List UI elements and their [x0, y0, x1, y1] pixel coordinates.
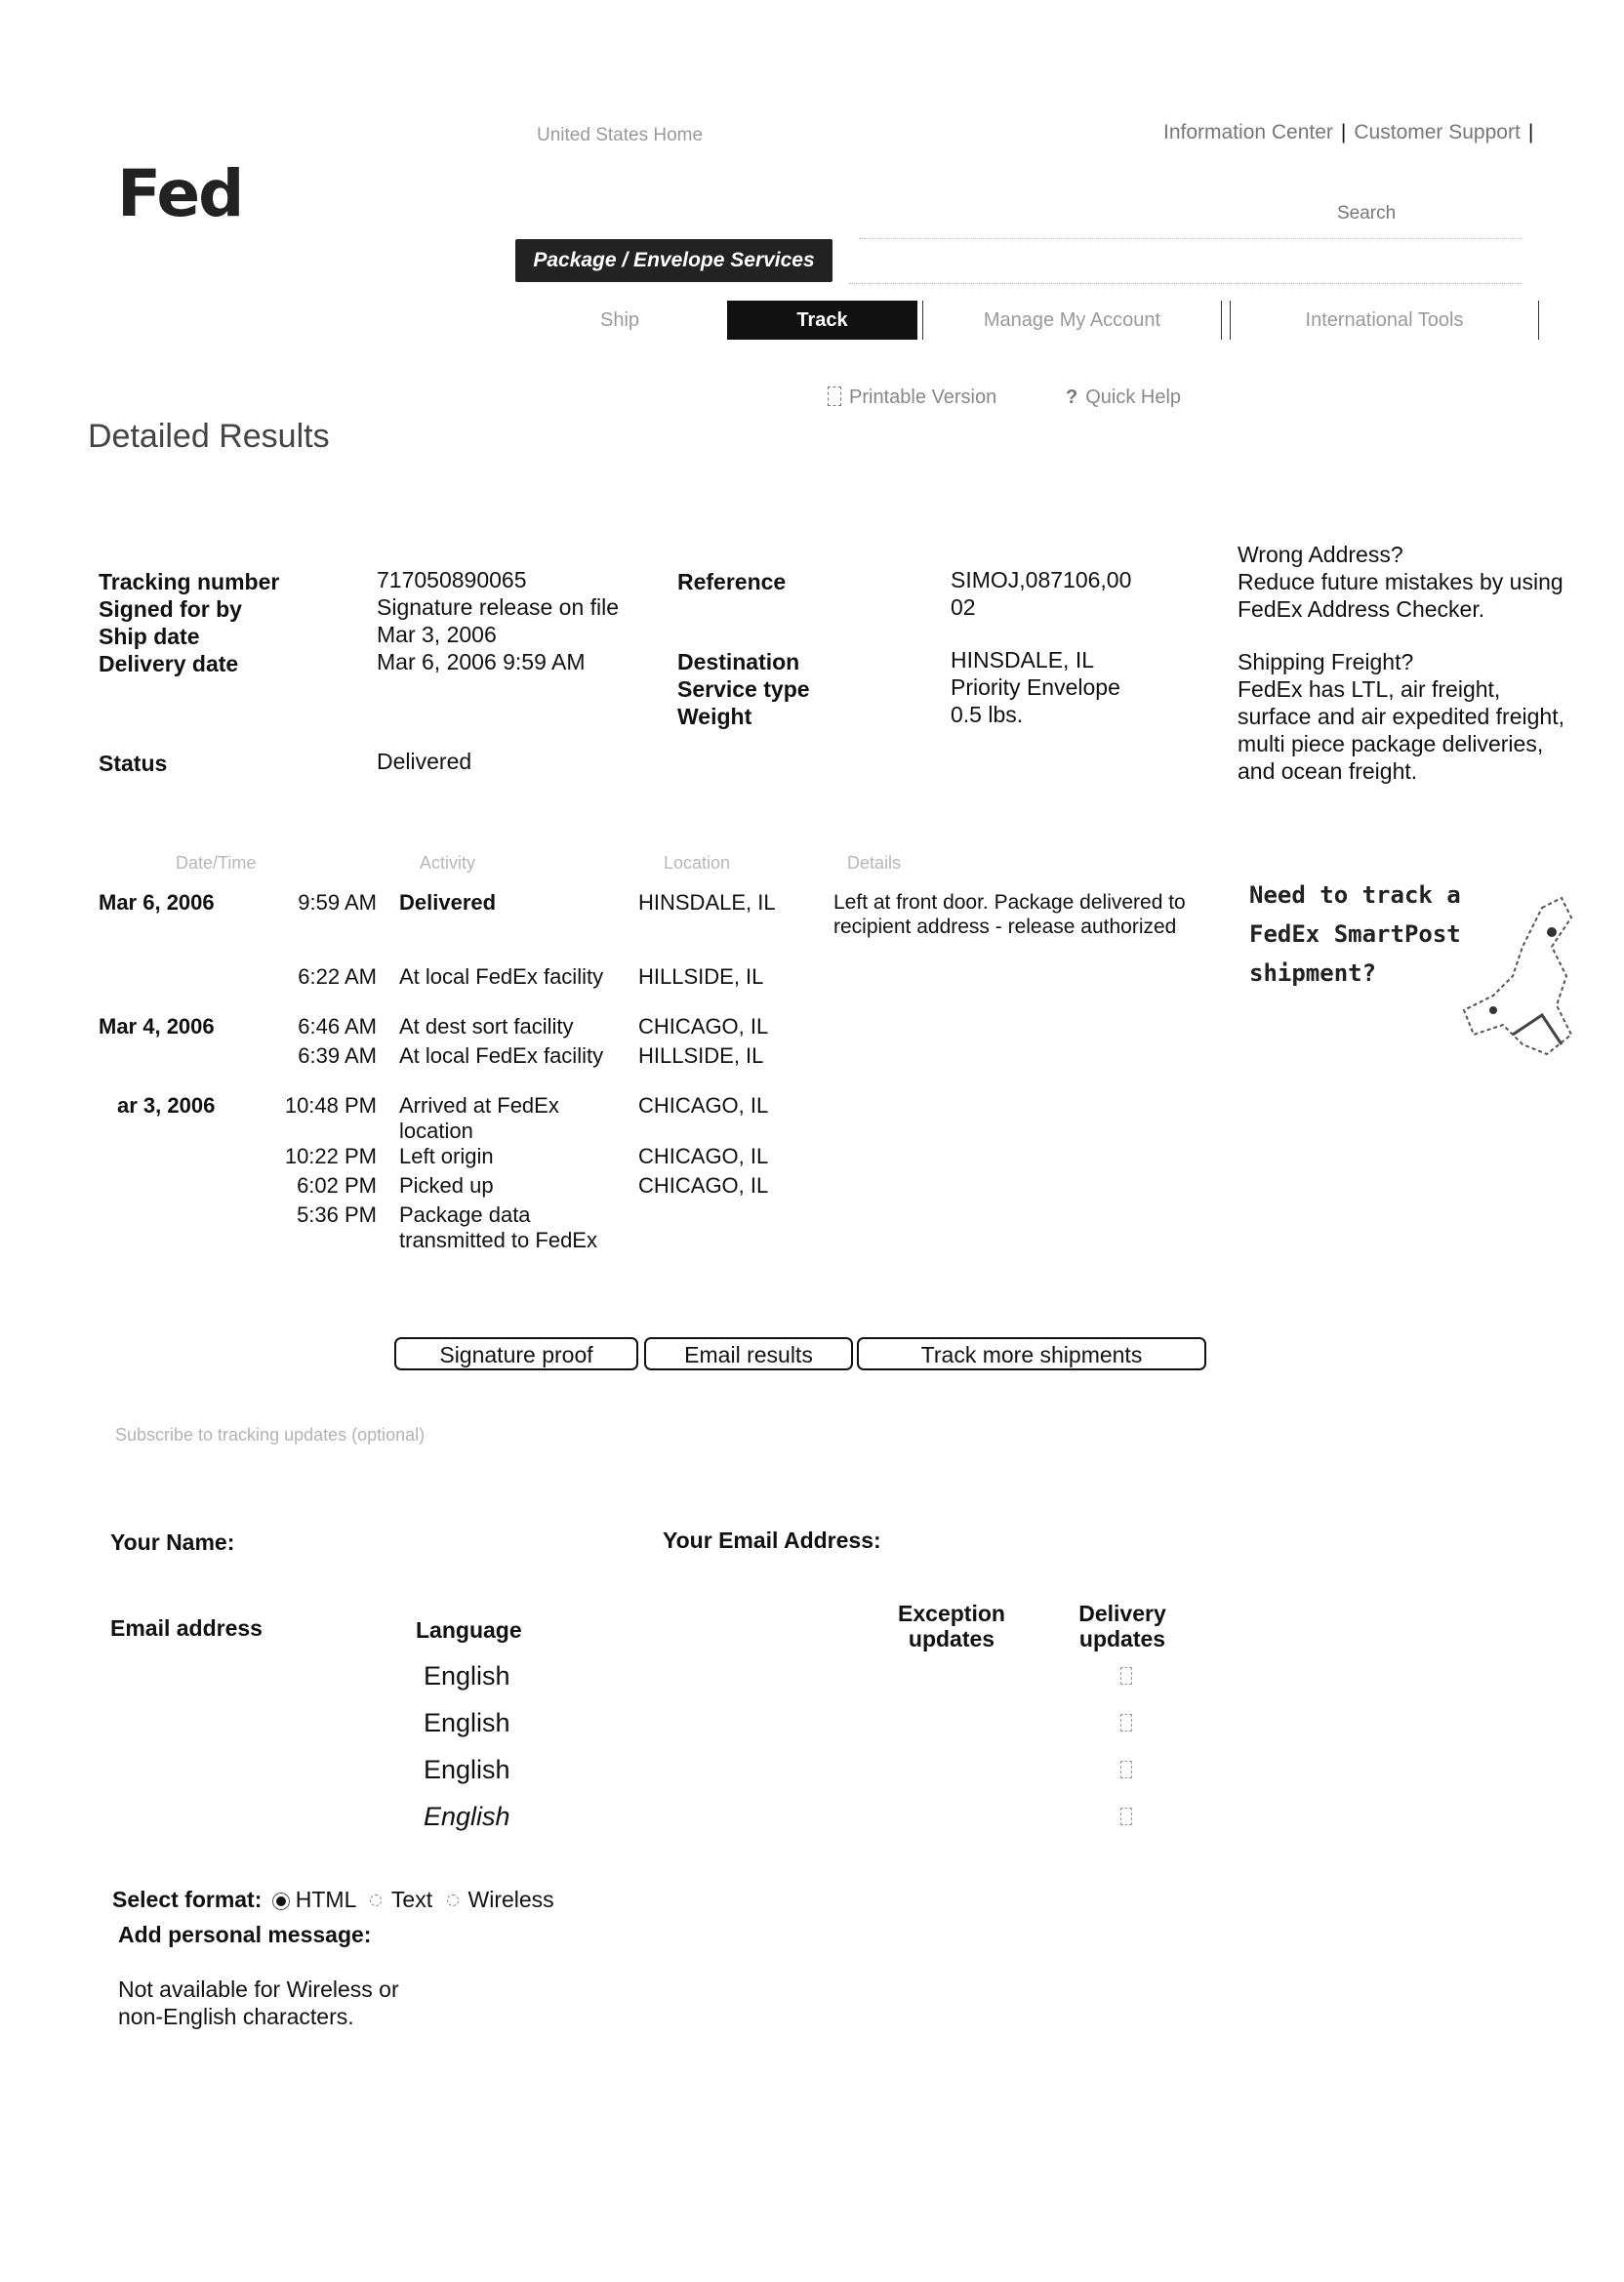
- freight-text: and ocean freight.: [1238, 758, 1418, 784]
- activity-time: 6:22 AM: [298, 964, 377, 989]
- freight-text: FedEx has LTL, air freight,: [1238, 676, 1501, 702]
- shipping-freight-title: Shipping Freight?: [1238, 649, 1414, 674]
- language-column: Language: [416, 1617, 522, 1643]
- printer-icon: [828, 387, 841, 406]
- your-name-label: Your Name:: [110, 1529, 235, 1555]
- freight-text: surface and air expedited freight,: [1238, 704, 1564, 729]
- country-selector[interactable]: United States Home: [537, 125, 704, 145]
- wrong-address-text: Reduce future mistakes by using: [1238, 569, 1563, 594]
- quick-help-link[interactable]: ? Quick Help: [1066, 387, 1182, 408]
- activity-description: Picked up: [399, 1173, 494, 1198]
- your-email-label: Your Email Address:: [663, 1528, 881, 1553]
- activity-time: 6:39 AM: [298, 1043, 377, 1068]
- wrong-address-title: Wrong Address?: [1238, 542, 1403, 567]
- service-type-value: Priority Envelope: [951, 674, 1120, 700]
- language-select[interactable]: English: [424, 1755, 510, 1784]
- smartpost-illustration: [1454, 888, 1591, 1093]
- activity-date: ar 3, 2006: [117, 1093, 216, 1118]
- nav-track[interactable]: Track: [727, 301, 917, 340]
- email-results-button[interactable]: Email results: [644, 1337, 853, 1370]
- signature-proof-button[interactable]: Signature proof: [394, 1337, 638, 1370]
- signed-for-label: Signed for by: [99, 596, 242, 622]
- delivery-updates-checkbox[interactable]: [1120, 1667, 1132, 1685]
- activity-location: HINSDALE, IL: [638, 890, 776, 915]
- smartpost-promo-line: FedEx SmartPost: [1249, 920, 1461, 948]
- weight-label: Weight: [677, 704, 752, 729]
- activity-time: 10:48 PM: [284, 1093, 377, 1118]
- reference-label: Reference: [677, 569, 787, 594]
- col-header-details: Details: [847, 853, 902, 873]
- personal-message-note: non-English characters.: [118, 2004, 354, 2029]
- delivery-updates-column: Delivery updates: [1078, 1601, 1166, 1651]
- smartpost-promo-line: shipment?: [1249, 959, 1377, 987]
- delivery-updates-checkbox[interactable]: [1120, 1714, 1132, 1732]
- nav-international-tools[interactable]: International Tools: [1230, 301, 1539, 340]
- destination-value: HINSDALE, IL: [951, 647, 1094, 672]
- header-divider: [859, 238, 1522, 239]
- main-nav: [532, 301, 1537, 340]
- smartpost-promo[interactable]: [1249, 876, 1461, 993]
- activity-details: Left at front door. Package delivered to recipient address - release authorized: [833, 891, 1186, 938]
- language-select[interactable]: English: [424, 1661, 510, 1691]
- destination-label: Destination: [677, 649, 800, 674]
- smartpost-promo-line: Need to track a: [1249, 881, 1461, 909]
- activity-description: Arrived at FedEx location: [399, 1093, 559, 1143]
- reference-value: SIMOJ,087106,00: [951, 567, 1132, 592]
- delivery-date-value: Mar 6, 2006 9:59 AM: [377, 649, 586, 674]
- nav-ship[interactable]: Ship: [599, 309, 640, 331]
- format-wireless-radio[interactable]: [447, 1895, 459, 1906]
- activity-description: At dest sort facility: [399, 1014, 574, 1039]
- delivery-date-label: Delivery date: [99, 651, 239, 676]
- tracking-number-value: 717050890065: [377, 567, 527, 592]
- activity-location: CHICAGO, IL: [638, 1014, 769, 1039]
- signed-for-value: Signature release on file: [377, 594, 620, 620]
- ship-date-label: Ship date: [99, 624, 200, 649]
- weight-value: 0.5 lbs.: [951, 702, 1024, 727]
- subscribe-heading: Subscribe to tracking updates (optional): [115, 1425, 426, 1445]
- personal-message-note: Not available for Wireless or: [118, 1976, 399, 2002]
- activity-time: 9:59 AM: [298, 890, 377, 915]
- top-links: Information Center | Customer Support |: [1163, 121, 1534, 143]
- printable-version-link[interactable]: Printable Version: [828, 387, 996, 409]
- search-label[interactable]: Search: [1337, 203, 1397, 224]
- format-html-label: HTML: [295, 1887, 356, 1912]
- col-header-location: Location: [664, 853, 731, 873]
- activity-time: 5:36 PM: [297, 1202, 377, 1227]
- package-envelope-services-tab[interactable]: Package / Envelope Services: [515, 239, 832, 282]
- format-wireless-label: Wireless: [467, 1887, 554, 1912]
- activity-location: CHICAGO, IL: [638, 1144, 769, 1168]
- col-header-activity: Activity: [420, 853, 476, 873]
- activity-description: Left origin: [399, 1144, 494, 1168]
- customer-support-link[interactable]: Customer Support: [1354, 121, 1521, 143]
- page-title: Detailed Results: [88, 418, 330, 455]
- select-format-row: [112, 1886, 554, 1913]
- delivery-updates-checkbox[interactable]: [1120, 1808, 1132, 1825]
- activity-description: Package data transmitted to FedEx: [399, 1202, 597, 1252]
- activity-time: 10:22 PM: [284, 1144, 377, 1168]
- delivery-updates-checkbox[interactable]: [1120, 1761, 1132, 1778]
- language-select[interactable]: English: [424, 1802, 510, 1831]
- header-divider: [849, 283, 1522, 284]
- exception-updates-column: Exception updates: [898, 1601, 1005, 1651]
- ship-date-value: Mar 3, 2006: [377, 622, 497, 647]
- information-center-link[interactable]: Information Center: [1163, 121, 1333, 143]
- activity-location: HILLSIDE, IL: [638, 1043, 764, 1068]
- col-header-date: Date/Time: [176, 853, 257, 873]
- status-value: Delivered: [377, 749, 472, 774]
- format-text-label: Text: [390, 1887, 433, 1912]
- nav-manage-account[interactable]: Manage My Account: [922, 301, 1222, 340]
- activity-description: At local FedEx facility: [399, 1043, 604, 1068]
- activity-date: Mar 6, 2006: [99, 890, 215, 915]
- activity-time: 6:46 AM: [298, 1014, 377, 1039]
- select-format-label: Select format:: [112, 1887, 263, 1912]
- personal-message-label: Add personal message:: [118, 1922, 372, 1947]
- activity-location: CHICAGO, IL: [638, 1173, 769, 1198]
- activity-description: At local FedEx facility: [399, 964, 604, 989]
- freight-text: multi piece package deliveries,: [1238, 731, 1544, 756]
- language-select[interactable]: English: [424, 1708, 510, 1737]
- address-checker-link[interactable]: FedEx Address Checker.: [1238, 596, 1485, 622]
- track-more-shipments-button[interactable]: Track more shipments: [857, 1337, 1206, 1370]
- tracking-number-label: Tracking number: [99, 569, 280, 594]
- reference-value-cont: 02: [951, 594, 976, 620]
- help-icon: ?: [1066, 387, 1078, 408]
- email-address-column: Email address: [110, 1615, 263, 1641]
- format-html-radio[interactable]: [276, 1896, 286, 1906]
- activity-time: 6:02 PM: [297, 1173, 377, 1198]
- status-label: Status: [99, 751, 168, 776]
- service-type-label: Service type: [677, 676, 810, 702]
- fedex-logo[interactable]: Fed: [117, 156, 243, 231]
- activity-location: CHICAGO, IL: [638, 1093, 769, 1118]
- format-text-radio[interactable]: [370, 1895, 382, 1906]
- activity-description: Delivered: [399, 890, 497, 915]
- activity-date: Mar 4, 2006: [99, 1014, 215, 1039]
- activity-location: HILLSIDE, IL: [638, 964, 764, 989]
